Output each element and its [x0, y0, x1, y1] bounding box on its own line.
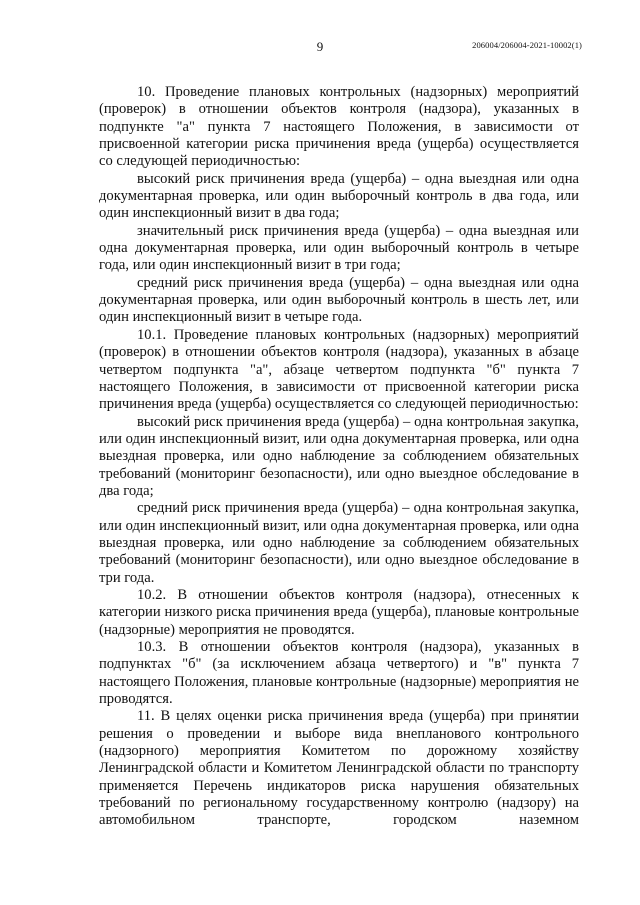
paragraph-11: 11. В целях оценки риска причинения вреда (ущерба) при принятии решения о проведении и выборе вида внепланового контрольного (надзорного) мероприятия Комитетом по дорожному хозяйству Ленинградской области и Комитетом Ленинградской области по транспорту применяется Перечень индикаторов риска нарушения обязательных требований по региональному государственному контролю (надзору) на автомобильном транспорте, городском наземном	[99, 708, 579, 829]
paragraph-10: 10. Проведение плановых контрольных (надзорных) мероприятий (проверок) в отношении объектов контроля (надзора), указанных в подпункте "а" пункта 7 настоящего Положения, в зависимости от присвоенной категории риска причинения вреда (ущерба) осуществляется со следующей периодичностью:	[99, 84, 579, 170]
document-body	[99, 84, 579, 830]
paragraph-10-2: 10.2. В отношении объектов контроля (надзора), отнесенных к категории низкого риска причинения вреда (ущерба), плановые контрольные (надзорные) мероприятия не проводятся.	[99, 586, 579, 638]
paragraph-10-medium-risk: средний риск причинения вреда (ущерба) – одна выездная или одна документарная проверка, или один выборочный контроль в шесть лет, или один инспекционный визит в четыре года.	[99, 274, 579, 326]
paragraph-10-3: 10.3. В отношении объектов контроля (надзора), указанных в подпунктах "б" (за исключением абзаца четвертого) и "в" пункта 7 настоящего Положения, плановые контрольные (надзорные) мероприятия не проводятся.	[99, 639, 579, 708]
paragraph-10-1-high-risk: высокий риск причинения вреда (ущерба) – одна контрольная закупка, или один инспекционный визит, или одна документарная проверка, или одна выездная проверка, или одно наблюдение за соблюдением обязательных требований (мониторинг безопасности), или одно выездное обследование в два года;	[99, 413, 579, 499]
paragraph-10-high-risk: высокий риск причинения вреда (ущерба) – одна выездная или одна документарная проверка, или один выборочный контроль в два года, или один инспекционный визит в два года;	[99, 170, 579, 222]
page-number: 9	[316, 39, 324, 54]
paragraph-10-1: 10.1. Проведение плановых контрольных (надзорных) мероприятий (проверок) в отношении объектов контроля (надзора), указанных в абзаце четвертом подпункта "а", абзаце четвертом подпункта "б" пункта 7 настоящего Положения, в зависимости от присвоенной категории риска причинения вреда (ущерба) осуществляется со следующей периодичностью:	[99, 326, 579, 413]
document-code: 206004/206004-2021-10002(1)	[472, 40, 582, 50]
paragraph-10-1-medium-risk: средний риск причинения вреда (ущерба) – одна контрольная закупка, или один инспекционный визит, или одна документарная проверка, или одна выездная проверка, или одно наблюдение за соблюдением обязательных требований (мониторинг безопасности), или одно выездное обследование в три года.	[99, 500, 579, 586]
paragraph-10-significant-risk: значительный риск причинения вреда (ущерба) – одна выездная или одна документарная проверка, или один выборочный контроль в четыре года, или один инспекционный визит в три года;	[99, 222, 579, 274]
